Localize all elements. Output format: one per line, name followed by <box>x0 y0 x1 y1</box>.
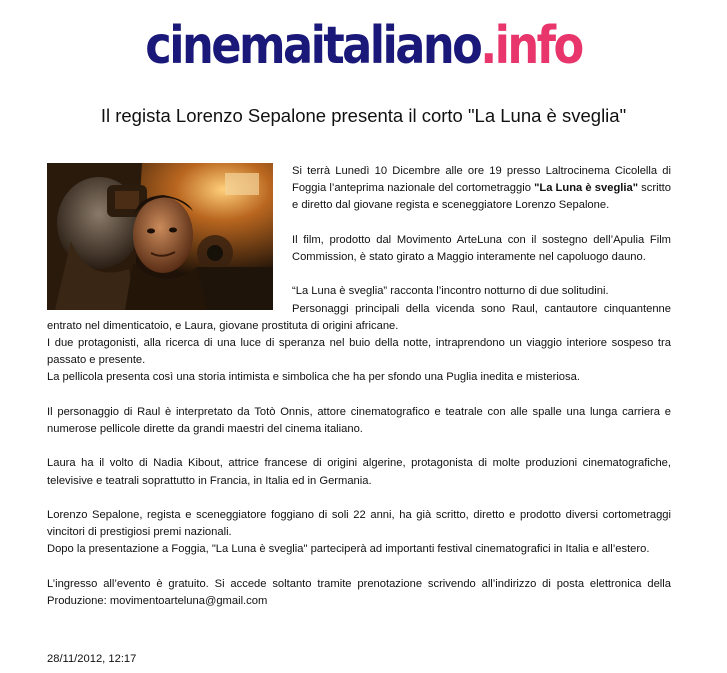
publication-date: 28/11/2012, 12:17 <box>47 653 137 665</box>
paragraph-7: Il personaggio di Raul è interpretato da Totò Onnis, attore cinematografico e teatrale con alle spalle una lunga carriera e numerose pellicole dirette da grandi maestri del cinema italiano. <box>47 405 671 435</box>
paragraph-1-text-a: Si terrà Lunedì 10 Dicembre alle ore 19 presso Laltrocinema Cicolella di Foggia l’anteprima nazionale del cortometraggio <box>292 165 671 195</box>
paragraph-3: “La Luna è sveglia” racconta l’incontro notturno di due solitudini. <box>292 285 609 298</box>
paragraph-10: Dopo la presentazione a Foggia, "La Luna è sveglia" parteciperà ad importanti festival cinematografici in Italia e all’estero. <box>47 543 650 556</box>
article-title: Il regista Lorenzo Sepalone presenta il corto "La Luna è sveglia" <box>100 105 627 126</box>
paragraph-8: Laura ha il volto di Nadia Kibout, attrice francese di origini algerine, protagonista di molte produzioni cinematografiche, televisive e teatrali soprattutto in Francia, in Italia ed in Germania. <box>47 457 671 487</box>
logo-brand: cinemaitaliano <box>145 16 481 76</box>
film-still-illustration <box>47 163 273 310</box>
paragraph-9: Lorenzo Sepalone, regista e sceneggiatore foggiano di soli 22 anni, ha già scritto, diretto e prodotto diversi cortometraggi vincitori di prestigiosi premi nazionali. <box>47 508 671 539</box>
paragraph-4: Personaggi principali della vicenda sono Raul, cantautore cinquantenne entrato nel dimenticatoio, e Laura, giovane prostituta di origini africane. <box>47 302 671 332</box>
film-still-photo <box>47 163 273 310</box>
paragraph-11: L’ingresso all’evento è gratuito. Si accede soltanto tramite prenotazione scrivendo all’indirizzo di posta elettronica della Produzione: movimentoarteluna@gmail.com <box>47 577 671 607</box>
paragraph-5: I due protagonisti, alla ricerca di una luce di speranza nel buio della notte, intraprendono un viaggio interiore sospeso tra passato e presente. <box>47 337 671 367</box>
site-logo[interactable] <box>51 14 676 78</box>
paragraph-1-text-b: scritto e diretto dal giovane regista e sceneggiatore Lorenzo Sepalone. <box>292 182 672 212</box>
film-title-bold: "La Luna è sveglia" <box>534 182 639 195</box>
paragraph-6: La pellicola presenta così una storia intimista e simbolica che ha per sfondo una Puglia inedita e misteriosa. <box>47 371 580 384</box>
paragraph-1 <box>292 163 671 215</box>
paragraph-2: Il film, prodotto dal Movimento ArteLuna con il sostegno dell’Apulia Film Commission, è stato girato a Maggio interamente nel capoluogo dauno. <box>292 233 671 263</box>
logo-tld: .info <box>480 16 582 76</box>
